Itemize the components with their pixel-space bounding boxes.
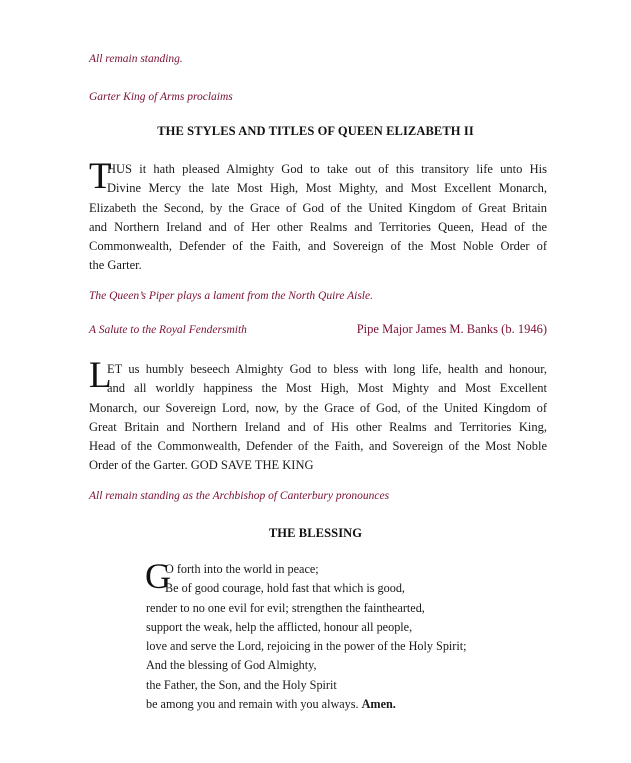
proclamation-line: Elizabeth the Second, by the Grace of God of the United Kingdom of Great Britain [89,200,547,215]
prayer-line: and all worldly happiness the Most High, Most Mighty and Most Excellent [107,381,547,396]
rubric-all-remain-standing: All remain standing. [89,53,183,65]
blessing-line: And the blessing of God Almighty, [146,658,317,673]
prayer-paragraph [89,360,547,476]
proclamation-line: the Garter. [89,258,142,273]
prayer-line: Head of the Commonwealth, Defender of the Faith, and Sovereign of the Most Noble [89,439,547,454]
prayer-dropcap: L [89,355,112,396]
proclamation-line: Divine Mercy the late Most High, Most Mighty, and Most Excellent Monarch, [107,181,547,196]
prayer-line: Order of the Garter. GOD SAVE THE KING [89,458,314,473]
blessing-line: support the weak, help the afflicted, honour all people, [146,619,413,634]
blessing-line: the Father, the Son, and the Holy Spirit [146,677,337,692]
rubric-archbishop-pronounces: All remain standing as the Archbishop of Canterbury pronounces [89,490,390,502]
blessing-line: love and serve the Lord, rejoicing in the power of the Holy Spirit; [146,639,467,654]
amen: Amen. [361,697,396,712]
heading-styles-and-titles: THE STYLES AND TITLES OF QUEEN ELIZABETH II [157,124,474,138]
blessing-last-line [146,695,467,714]
blessing-line: be among you and remain with you always. [146,697,359,712]
proclamation-dropcap: T [89,156,112,197]
proclamation-paragraph [89,156,547,276]
blessing-dropcap: G [145,556,171,596]
prayer-line: Great Britain and Northern Ireland and of His other Realms and Territories King, [89,419,547,434]
rubric-piper-lament: The Queen’s Piper plays a lament from the North Quire Aisle. [89,290,373,302]
blessing-line: Be of good courage, hold fast that which is good, [165,581,405,596]
prayer-line: ET us humbly beseech Almighty God to bless with long life, health and honour, [107,362,547,376]
heading-the-blessing: THE BLESSING [268,526,363,540]
blessing-line: render to no one evil for evil; strengthen the fainthearted, [146,600,425,615]
rubric-garter-proclaims: Garter King of Arms proclaims [89,91,233,103]
blessing-line: O forth into the world in peace; [165,562,319,576]
blessing-verse [145,556,467,714]
proclamation-line: Commonwealth, Defender of the Faith, and Sovereign of the Most Noble Order of [89,239,547,254]
proclamation-line: and Northern Ireland and of Her other Realms and Territories Queen, Head of the [89,219,547,234]
rubric-salute: A Salute to the Royal Fendersmith [89,324,247,336]
music-attribution: Pipe Major James M. Banks (b. 1946) [356,322,547,336]
prayer-line: Monarch, our Sovereign Lord, now, by the Grace of God, of the United Kingdom of [89,400,547,415]
proclamation-line: HUS it hath pleased Almighty God to take out of this transitory life unto His [107,162,547,176]
